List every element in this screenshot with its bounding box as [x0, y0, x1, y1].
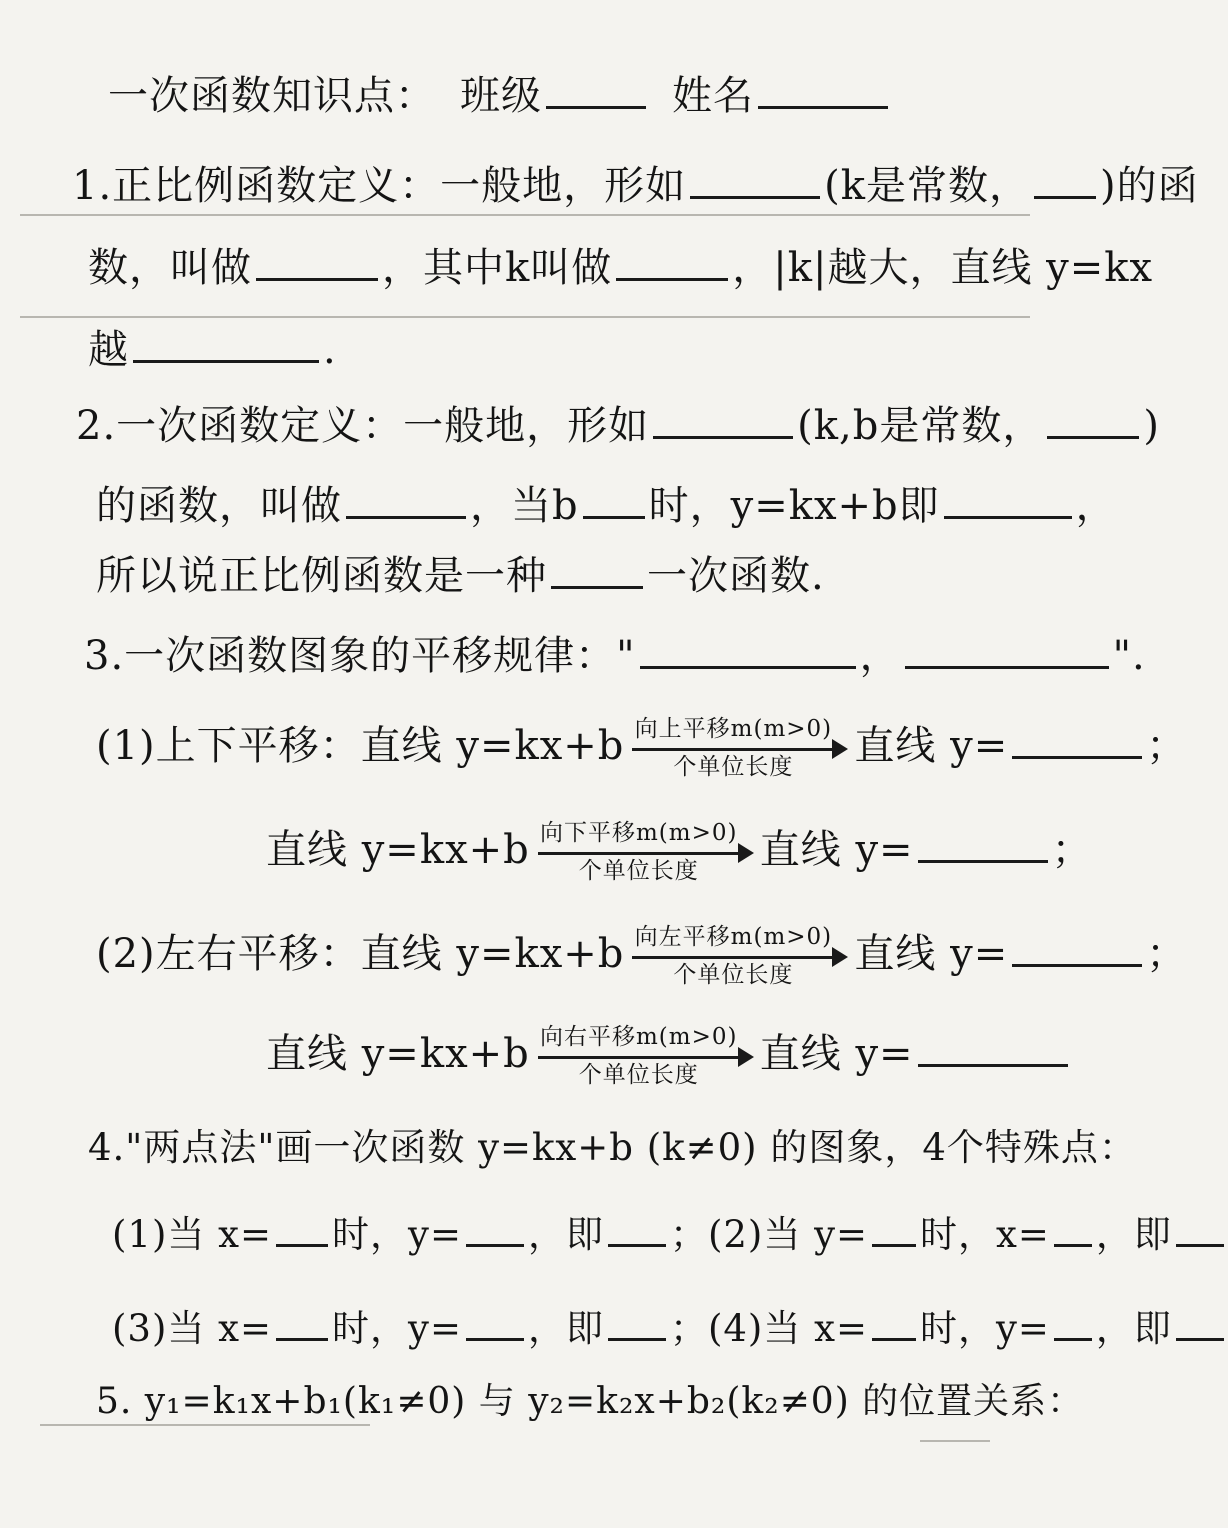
q3-text: ；	[1146, 931, 1188, 977]
q2-text: 的函数，叫做	[96, 483, 342, 529]
q4-title	[88, 1124, 1137, 1172]
shift-arrow	[628, 712, 850, 786]
q4-text: ，即	[1095, 1213, 1172, 1256]
q3-text: 直线 y=kx+b	[266, 827, 530, 873]
q4-c4-y-blank[interactable]	[1054, 1304, 1092, 1341]
q4-text: (3)当 x=	[112, 1307, 273, 1350]
q1-text: ，|k|越大，直线 y=kx	[732, 245, 1154, 291]
q4-text: ；	[669, 1307, 708, 1350]
q3-up-blank[interactable]	[1012, 722, 1142, 759]
arrow-unit-label: 个单位长度	[673, 754, 794, 780]
q1-steep-blank[interactable]	[133, 326, 319, 363]
arrow-shaft	[632, 748, 838, 751]
q4-text: (4)当 x=	[707, 1307, 868, 1350]
q3-left-blank[interactable]	[1012, 930, 1142, 967]
q3-right-blank[interactable]	[918, 1030, 1068, 1067]
q3-text: 直线 y=	[854, 723, 1009, 769]
q4-c1-x-blank[interactable]	[276, 1210, 328, 1247]
q2-text: ，当b	[470, 483, 579, 529]
arrow-label: 向左平移m(m>0)	[634, 924, 833, 950]
q4-text: 时，y=	[332, 1213, 462, 1256]
q3-shift-left	[96, 920, 1187, 994]
q4-c3-point-blank[interactable]	[608, 1304, 666, 1341]
arrow-label: 向右平移m(m>0)	[540, 1024, 738, 1050]
q3-text: ".	[1112, 633, 1146, 679]
q3-text: ；	[1146, 723, 1188, 769]
q2-text: 2.一次函数定义：一般地，形如	[76, 403, 650, 449]
q4-c3-x-blank[interactable]	[276, 1304, 328, 1341]
q1-text: ，其中k叫做	[382, 245, 613, 291]
q4-c2-x-blank[interactable]	[1054, 1210, 1092, 1247]
shift-arrow	[534, 1020, 756, 1094]
q2-line-3	[96, 552, 825, 600]
q3-text: 直线 y=	[854, 931, 1009, 977]
q3-rule-blank-2[interactable]	[905, 632, 1109, 669]
q4-text: ，即	[527, 1213, 604, 1256]
q3-down-blank[interactable]	[918, 826, 1048, 863]
q2-text: 一次函数.	[647, 553, 825, 599]
q3-rule-blank-1[interactable]	[640, 632, 856, 669]
arrow-unit-label: 个单位长度	[673, 962, 794, 988]
header-row	[108, 72, 436, 120]
q1-text: 越	[88, 327, 129, 373]
q4-cases-3-4	[112, 1304, 1228, 1353]
q1-line-3	[88, 326, 337, 374]
q3-shift-right	[266, 1020, 1072, 1094]
q2-form-blank[interactable]	[653, 402, 793, 439]
ruled-line	[20, 214, 1030, 216]
q4-text: ，即	[1095, 1307, 1172, 1350]
q3-shift-down	[266, 816, 1093, 890]
q2-kind-blank[interactable]	[551, 552, 643, 589]
q4-text: 时，y=	[920, 1307, 1050, 1350]
q2-line-1	[76, 402, 1160, 450]
q1-text: (k是常数，	[824, 163, 1031, 209]
ruled-line	[40, 1424, 370, 1426]
q2-condition-blank[interactable]	[1047, 402, 1139, 439]
q1-text: 数，叫做	[88, 245, 252, 291]
q4-c3-y-blank[interactable]	[466, 1304, 524, 1341]
q3-text: (1)上下平移：直线 y=kx+b	[96, 723, 625, 769]
name-field	[672, 72, 892, 120]
q4-text: ；	[669, 1213, 708, 1256]
shift-arrow	[628, 920, 850, 994]
q3-text: 直线 y=	[759, 827, 914, 873]
q1-text: .	[323, 327, 337, 373]
q2-text: )	[1143, 403, 1160, 449]
class-field	[460, 72, 650, 120]
shift-arrow	[534, 816, 756, 890]
arrow-shaft	[538, 852, 744, 855]
q4-text: 时，x=	[920, 1213, 1050, 1256]
q3-text: 直线 y=kx+b	[266, 1031, 530, 1077]
name-label: 姓名	[672, 73, 754, 119]
q4-c4-x-blank[interactable]	[872, 1304, 916, 1341]
q2-text: 时，y=kx+b即	[648, 483, 940, 529]
q1-line-2	[88, 244, 1153, 292]
q1-text: )的函	[1100, 163, 1199, 209]
q3-text: ；	[1051, 827, 1093, 873]
q4-c2-point-blank[interactable]	[1176, 1210, 1224, 1247]
q2-text: ，	[1075, 483, 1117, 529]
q4-c2-y-blank[interactable]	[872, 1210, 916, 1247]
q1-name-blank[interactable]	[256, 244, 378, 281]
q4-c4-point-blank[interactable]	[1176, 1304, 1224, 1341]
q4-text: ，即	[527, 1307, 604, 1350]
ruled-line	[920, 1440, 990, 1442]
q2-text: (k,b是常数，	[797, 403, 1044, 449]
worksheet-title: 一次函数知识点：	[108, 73, 436, 119]
class-label: 班级	[460, 73, 542, 119]
arrow-shaft	[632, 956, 838, 959]
q1-form-blank[interactable]	[690, 162, 820, 199]
q5-title	[96, 1378, 1084, 1426]
q3-text: 直线 y=	[759, 1031, 914, 1077]
q1-line-1	[72, 162, 1199, 210]
q4-c1-y-blank[interactable]	[466, 1210, 524, 1247]
q3-shift-up	[96, 712, 1187, 786]
q4-c1-point-blank[interactable]	[608, 1210, 666, 1247]
q4-text: (2)当 y=	[707, 1213, 869, 1256]
q1-k-blank[interactable]	[616, 244, 728, 281]
q3-text: (2)左右平移：直线 y=kx+b	[96, 931, 625, 977]
q3-text: 3.一次函数图象的平移规律："	[84, 633, 636, 679]
q4-text: 4."两点法"画一次函数 y=kx+b (k≠0) 的图象，4个特殊点：	[88, 1126, 1137, 1169]
arrow-shaft	[538, 1056, 744, 1059]
q4-cases-1-2	[112, 1210, 1228, 1259]
ruled-line	[20, 316, 1030, 318]
q2-text: 所以说正比例函数是一种	[96, 553, 547, 599]
q5-text: 5. y₁=k₁x+b₁(k₁≠0) 与 y₂=k₂x+b₂(k₂≠0) 的位置关系：	[96, 1381, 1085, 1422]
q2-line-2	[96, 482, 1117, 530]
class-blank[interactable]	[546, 72, 646, 109]
q1-condition-blank[interactable]	[1034, 162, 1096, 199]
arrow-label: 向下平移m(m>0)	[540, 820, 738, 846]
q4-text: (1)当 x=	[112, 1213, 273, 1256]
q4-text: 时，y=	[332, 1307, 462, 1350]
q2-b-blank[interactable]	[583, 482, 645, 519]
arrow-unit-label: 个单位长度	[578, 858, 699, 884]
q2-result-blank[interactable]	[944, 482, 1072, 519]
arrow-unit-label: 个单位长度	[578, 1062, 699, 1088]
arrow-label: 向上平移m(m>0)	[634, 716, 833, 742]
name-blank[interactable]	[758, 72, 888, 109]
q2-name-blank[interactable]	[346, 482, 466, 519]
q1-text: 1.正比例函数定义：一般地，形如	[72, 163, 687, 209]
q3-text: ，	[859, 633, 901, 679]
q3-title	[84, 632, 1146, 680]
